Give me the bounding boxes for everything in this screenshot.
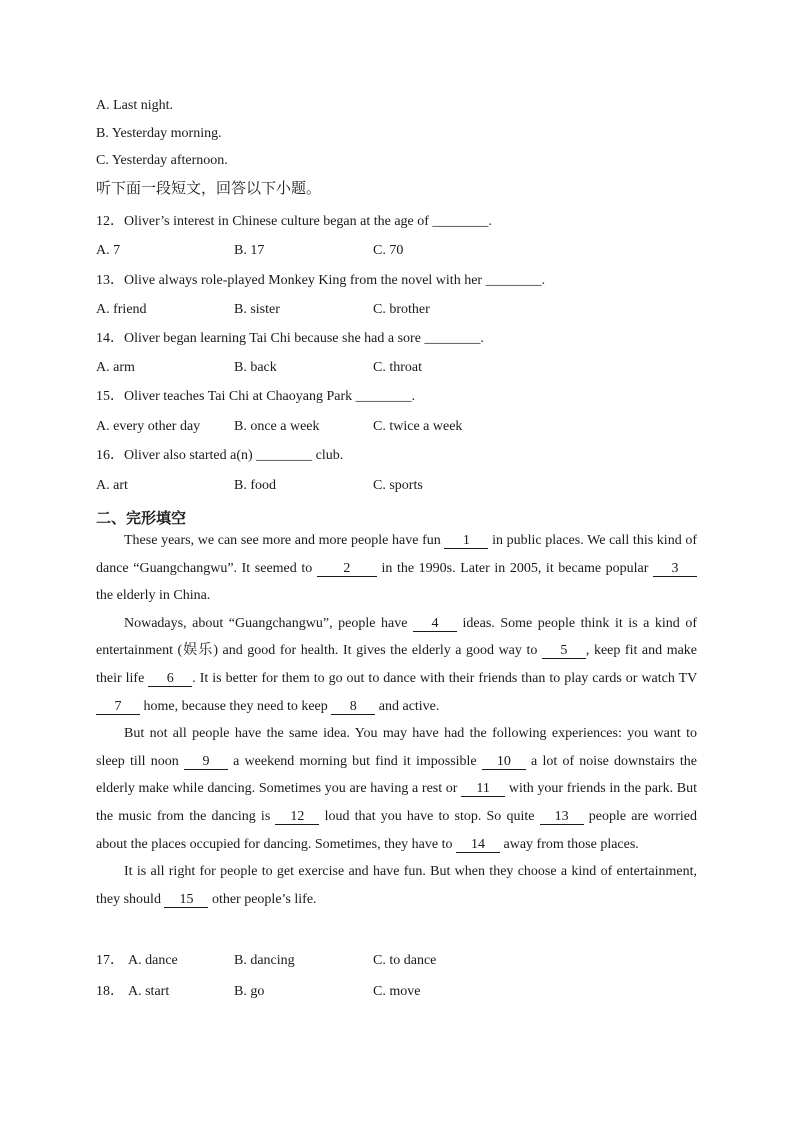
cloze-blank-10: 10 xyxy=(482,754,526,770)
question-12-option-a: A. 7 xyxy=(96,243,121,258)
question-15-option-b: B. once a week xyxy=(234,419,320,434)
section-heading: 二、完形填空 xyxy=(96,509,187,527)
cloze-text: in the 1990s. Later in 2005, it became popular xyxy=(381,560,649,576)
question-13-stem: 13．Olive always role-played Monkey King from the novel with her ________. xyxy=(96,273,546,288)
question-16-option-a: A. art xyxy=(96,478,128,493)
prev-option-b: B. Yesterday morning. xyxy=(96,126,222,141)
cloze-text: with your friends in the park. But the music from the dancing is xyxy=(96,781,697,824)
question-14-option-a: A. arm xyxy=(96,360,135,375)
question-18-option-b: B. go xyxy=(234,984,265,999)
question-12-option-b: B. 17 xyxy=(234,243,265,258)
cloze-paragraph-4 xyxy=(96,858,697,913)
question-12-stem: 12．Oliver’s interest in Chinese culture began at the age of ________. xyxy=(96,214,492,229)
cloze-text: It is all right for people to get exercise and have fun. But when they choose a kind of entertainment, they should xyxy=(96,864,697,907)
cloze-text: These years, we can see more and more people have fun xyxy=(124,533,441,548)
cloze-blank-1: 1 xyxy=(444,533,488,549)
cloze-blank-5: 5 xyxy=(542,643,586,659)
prev-option-a: A. Last night. xyxy=(96,98,173,113)
cloze-text: Nowadays, about “Guangchangwu”, people have xyxy=(124,615,408,631)
cloze-blank-15: 15 xyxy=(164,892,208,908)
question-14-stem: 14．Oliver began learning Tai Chi because she had a sore ________. xyxy=(96,331,484,346)
cloze-blank-2: 2 xyxy=(317,561,377,577)
question-17-number: 17． xyxy=(96,953,124,968)
cloze-text: people are worried about the places occupied for dancing. Sometimes, they have to xyxy=(96,808,698,852)
cloze-blank-6: 6 xyxy=(148,671,192,687)
question-14-option-c: C. throat xyxy=(373,360,422,375)
cloze-blank-8: 8 xyxy=(331,699,375,715)
cloze-text: and active. xyxy=(378,698,440,714)
cloze-text: a lot of noise downstairs the elderly make while dancing. Sometimes you are having a rest or xyxy=(96,753,698,797)
question-18-option-a: A. start xyxy=(128,984,170,999)
question-15-option-a: A. every other day xyxy=(96,419,201,434)
cloze-text: But not all people have the same idea. You may have had the following experiences: you want to sleep till noon xyxy=(96,726,697,769)
cloze-passage xyxy=(96,527,697,913)
cloze-text: ideas. Some people think it is a kind of entertainment (娱乐) and good for health. It gives the elderly a good way to xyxy=(96,615,697,659)
cloze-blank-4: 4 xyxy=(413,616,457,632)
cloze-paragraph-1 xyxy=(96,527,697,610)
cloze-text: loud that you have to stop. So quite xyxy=(324,808,535,824)
question-14-option-b: B. back xyxy=(234,360,277,375)
cloze-paragraph-2 xyxy=(96,610,697,720)
cloze-blank-7: 7 xyxy=(96,699,140,715)
cloze-paragraph-3 xyxy=(96,720,697,858)
question-15-option-c: C. twice a week xyxy=(373,419,463,434)
cloze-text: a weekend morning but find it impossible xyxy=(233,753,477,769)
cloze-blank-12: 12 xyxy=(275,809,319,825)
cloze-text: home, because they need to keep xyxy=(143,698,328,714)
question-16-option-c: C. sports xyxy=(373,478,423,493)
cloze-text: away from those places. xyxy=(503,836,639,852)
question-15-stem: 15．Oliver teaches Tai Chi at Chaoyang Park ________. xyxy=(96,389,416,404)
cloze-blank-13: 13 xyxy=(540,809,584,825)
cloze-text: in public places. We call this kind of dance “Guangchangwu”. It seemed to xyxy=(96,533,698,576)
cloze-text: other people’s life. xyxy=(211,891,317,907)
cloze-text: . It is better for them to go out to dance with their friends than to play cards or watch TV xyxy=(192,670,698,686)
cloze-text: , keep fit and make their life xyxy=(96,643,698,686)
cloze-text: the elderly in China. xyxy=(96,588,211,604)
question-17-option-a: A. dance xyxy=(128,953,178,968)
question-13-option-a: A. friend xyxy=(96,302,147,317)
question-18-number: 18． xyxy=(96,984,124,999)
question-18-option-c: C. move xyxy=(373,984,421,999)
question-17-option-c: C. to dance xyxy=(373,953,437,968)
cloze-blank-14: 14 xyxy=(456,837,500,853)
cloze-blank-9: 9 xyxy=(184,754,228,770)
question-16-stem: 16．Oliver also started a(n) ________ club. xyxy=(96,448,344,463)
cloze-blank-3: 3 xyxy=(653,561,697,577)
prev-option-c: C. Yesterday afternoon. xyxy=(96,153,228,168)
question-17-option-b: B. dancing xyxy=(234,953,295,968)
question-13-option-b: B. sister xyxy=(234,302,280,317)
listening-instruction: 听下面一段短文，回答以下小题。 xyxy=(96,179,322,197)
question-16-option-b: B. food xyxy=(234,478,276,493)
question-13-option-c: C. brother xyxy=(373,302,430,317)
cloze-blank-11: 11 xyxy=(461,781,505,797)
question-12-option-c: C. 70 xyxy=(373,243,404,258)
